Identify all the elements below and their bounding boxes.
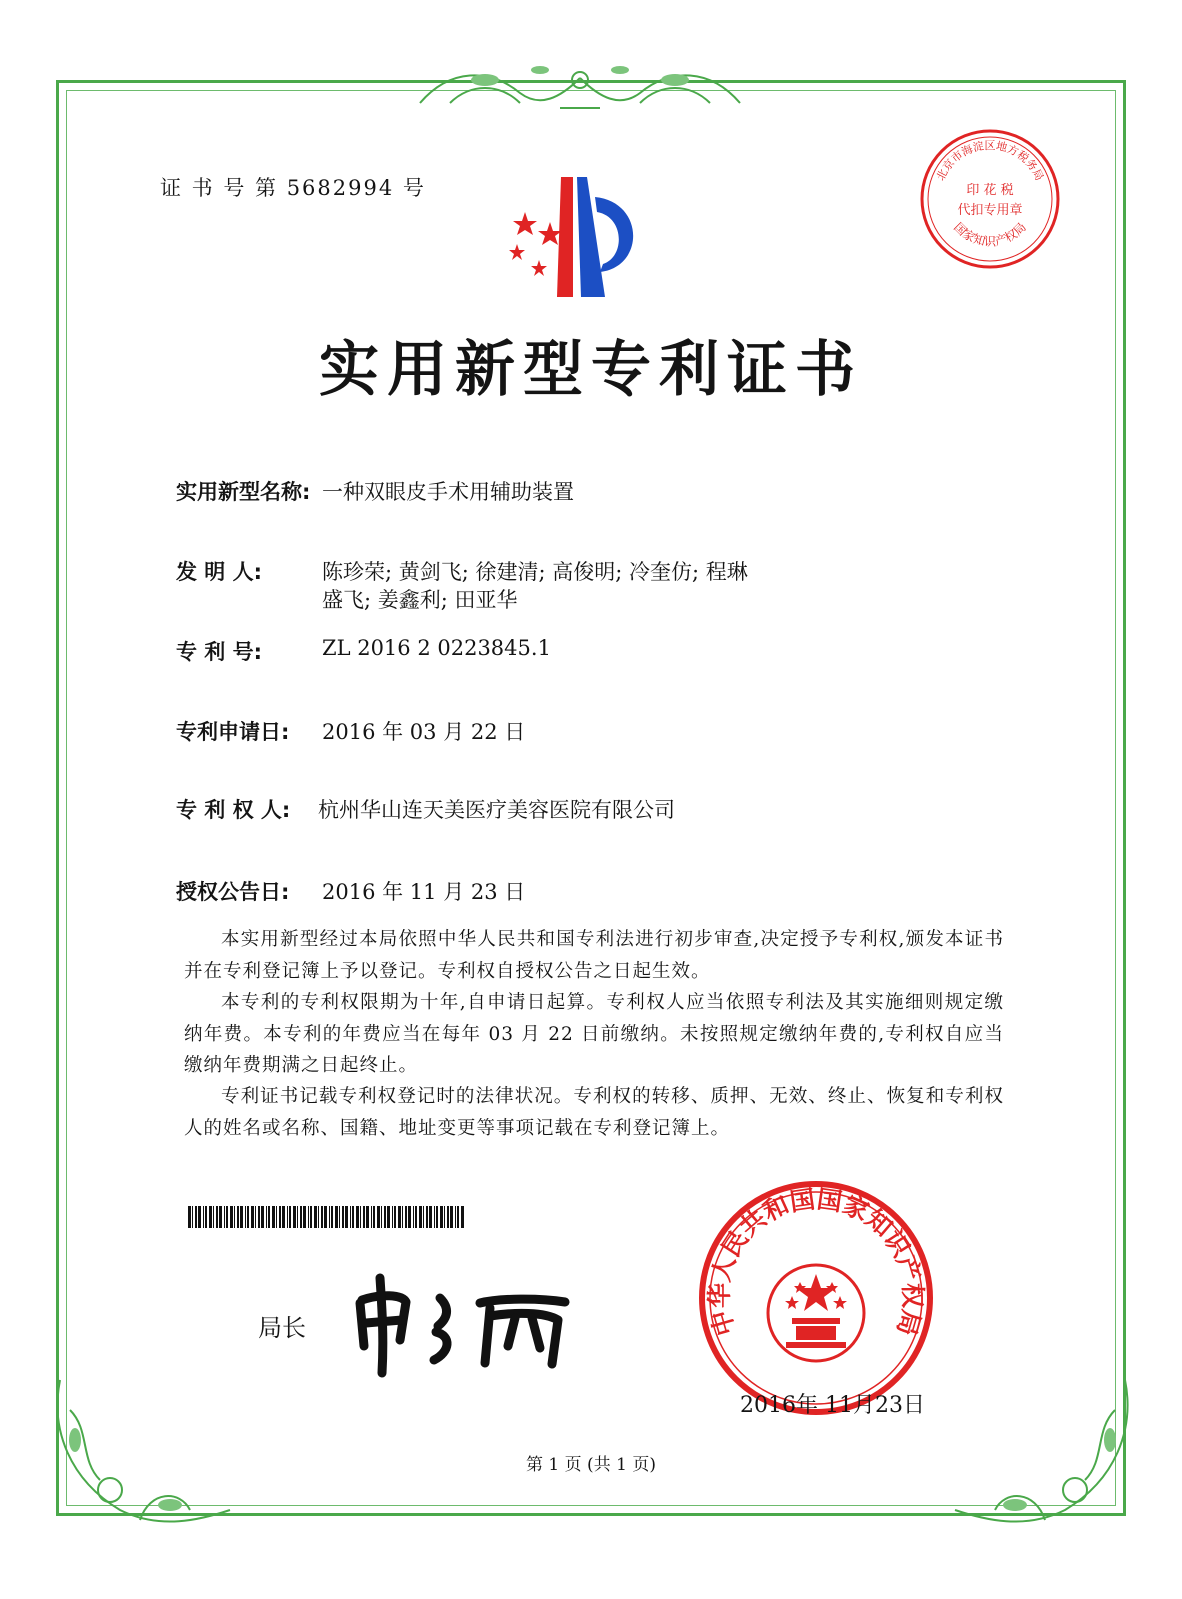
patentee-value: 杭州华山连天美医疗美容医院有限公司 <box>318 798 675 822</box>
barcode-bar <box>297 1206 298 1228</box>
barcode-bar <box>377 1206 380 1228</box>
patent-office-logo <box>495 172 665 302</box>
barcode-bar <box>426 1206 428 1228</box>
barcode-bar <box>195 1206 197 1228</box>
barcode-bar <box>318 1206 319 1228</box>
patent-number-label: 专 利 号: <box>176 640 263 664</box>
filing-date-value: 2016 年 03 月 22 日 <box>322 720 526 744</box>
tax-stamp-line1: 印 花 税 <box>966 183 1014 198</box>
barcode-bar <box>276 1206 277 1228</box>
barcode-bar <box>240 1206 243 1228</box>
director-signature <box>340 1268 580 1378</box>
barcode-bar <box>402 1206 403 1228</box>
barcode-bar <box>394 1206 396 1228</box>
svg-text:中华人民共和国国家知识产权局 <box>705 1184 927 1338</box>
inventor-label: 发 明 人: <box>176 560 263 584</box>
barcode-bar <box>192 1206 193 1228</box>
barcode-bar <box>209 1206 212 1228</box>
tax-stamp-bottom-text: 国家知识产权局 <box>951 219 1029 249</box>
barcode-bar <box>360 1206 361 1228</box>
tax-stamp-ring-text: 北京市海淀区地方税务局 <box>933 139 1047 183</box>
barcode-bar <box>198 1206 201 1228</box>
barcode-bar <box>251 1206 254 1228</box>
certificate-number: 证 书 号 第 5682994 号 <box>160 176 426 200</box>
barcode-bar <box>289 1206 291 1228</box>
barcode-bar <box>457 1206 459 1228</box>
body-paragraph-3: 专利证书记载专利权登记时的法律状况。专利权的转移、质押、无效、终止、恢复和专利权人的姓名或名称、国籍、地址变更等事项记载在专利登记簿上。 <box>184 1086 1004 1139</box>
patentee-label: 专 利 权 人: <box>176 798 291 822</box>
barcode-bar <box>331 1206 333 1228</box>
barcode-bar <box>381 1206 382 1228</box>
barcode-bar <box>261 1206 264 1228</box>
grant-date-value: 2016 年 11 月 23 日 <box>322 880 526 904</box>
barcode-bar <box>423 1206 424 1228</box>
svg-text:国家知识产权局 <box>951 220 1029 248</box>
tax-stamp-line2: 代扣专用章 <box>957 203 1023 218</box>
barcode-bar <box>224 1206 225 1228</box>
barcode-bar <box>205 1206 207 1228</box>
barcode-bar <box>188 1206 191 1228</box>
barcode-bar <box>329 1206 330 1228</box>
barcode-bar <box>352 1206 354 1228</box>
barcode-bar <box>350 1206 351 1228</box>
patent-number-value: ZL 2016 2 0223845.1 <box>322 636 551 660</box>
page-indicator: 第 1 页 (共 1 页) <box>526 1455 656 1475</box>
barcode-bar <box>345 1206 348 1228</box>
utility-model-name-value: 一种双眼皮手术用辅助装置 <box>322 480 574 504</box>
barcode-bar <box>373 1206 375 1228</box>
inventor-value-line1: 陈珍荣; 黄剑飞; 徐建清; 高俊明; 冷奎仿; 程琳 <box>322 560 748 584</box>
barcode-bar <box>230 1206 233 1228</box>
barcode-bar <box>293 1206 296 1228</box>
barcode-bar <box>405 1206 407 1228</box>
barcode-bar <box>203 1206 204 1228</box>
barcode-bar <box>279 1206 281 1228</box>
barcode-bar <box>255 1206 256 1228</box>
official-seal-ring-text: 中华人民共和国国家知识产权局 <box>704 1184 928 1339</box>
barcode-bar <box>213 1206 214 1228</box>
barcode-bar <box>415 1206 417 1228</box>
certificate-title: 实用新型专利证书 <box>319 335 863 405</box>
barcode-bar <box>455 1206 456 1228</box>
barcode-bar <box>398 1206 401 1228</box>
barcode-bar <box>447 1206 449 1228</box>
barcode-bar <box>300 1206 302 1228</box>
director-label: 局长 <box>258 1314 306 1342</box>
inventor-value-line2: 盛飞; 姜鑫利; 田亚华 <box>322 588 518 612</box>
barcode-bar <box>272 1206 275 1228</box>
barcode-bar <box>237 1206 239 1228</box>
grant-date-label: 授权公告日: <box>176 880 290 904</box>
barcode-bar <box>324 1206 327 1228</box>
barcode-bar <box>342 1206 344 1228</box>
utility-model-name-label: 实用新型名称: <box>176 480 311 504</box>
barcode-bar <box>461 1206 464 1228</box>
barcode-bar <box>287 1206 288 1228</box>
barcode-bar <box>429 1206 432 1228</box>
barcode-bar <box>226 1206 228 1228</box>
body-paragraph-1: 本实用新型经过本局依照中华人民共和国专利法进行初步审查,决定授予专利权,颁发本证书并在专利登记簿上予以登记。专利权自授权公告之日起生效。 <box>184 929 1004 982</box>
barcode-bar <box>258 1206 260 1228</box>
barcode-bar <box>308 1206 309 1228</box>
barcode-bar <box>444 1206 445 1228</box>
barcode-bar <box>321 1206 323 1228</box>
barcode-bar <box>247 1206 249 1228</box>
official-seal <box>696 1178 936 1418</box>
barcode-bar <box>356 1206 359 1228</box>
barcode-bar <box>371 1206 372 1228</box>
barcode-bar <box>339 1206 340 1228</box>
barcode-bar <box>419 1206 422 1228</box>
barcode-bar <box>413 1206 414 1228</box>
barcode-bar <box>384 1206 386 1228</box>
barcode-bar <box>282 1206 285 1228</box>
barcode-bar <box>268 1206 270 1228</box>
barcode-bar <box>387 1206 390 1228</box>
seal-date: 2016年 11月23日 <box>740 1393 925 1418</box>
barcode-bar <box>335 1206 338 1228</box>
barcode-bar <box>434 1206 435 1228</box>
barcode-bar <box>408 1206 411 1228</box>
barcode-bar <box>310 1206 312 1228</box>
barcode-bar <box>363 1206 365 1228</box>
barcode-bar <box>216 1206 218 1228</box>
national-emblem <box>768 1265 864 1361</box>
barcode-bar <box>436 1206 438 1228</box>
barcode-bar <box>392 1206 393 1228</box>
barcode-bar <box>234 1206 235 1228</box>
top-ornament <box>410 58 750 118</box>
barcode <box>188 1206 468 1228</box>
tax-stamp <box>915 124 1065 274</box>
barcode-bar <box>314 1206 317 1228</box>
barcode-bar <box>266 1206 267 1228</box>
barcode-bar <box>366 1206 369 1228</box>
filing-date-label: 专利申请日: <box>176 720 290 744</box>
barcode-bar <box>440 1206 443 1228</box>
body-paragraph-2: 本专利的专利权限期为十年,自申请日起算。专利权人应当依照专利法及其实施细则规定缴纳年费。本专利的年费应当在每年 03 月 22 日前缴纳。未按照规定缴纳年费的,专利权自应当缴纳年费期满之日起终止。 <box>184 992 1004 1076</box>
barcode-bar <box>245 1206 246 1228</box>
barcode-bar <box>303 1206 306 1228</box>
barcode-bar <box>450 1206 453 1228</box>
barcode-bar <box>219 1206 222 1228</box>
